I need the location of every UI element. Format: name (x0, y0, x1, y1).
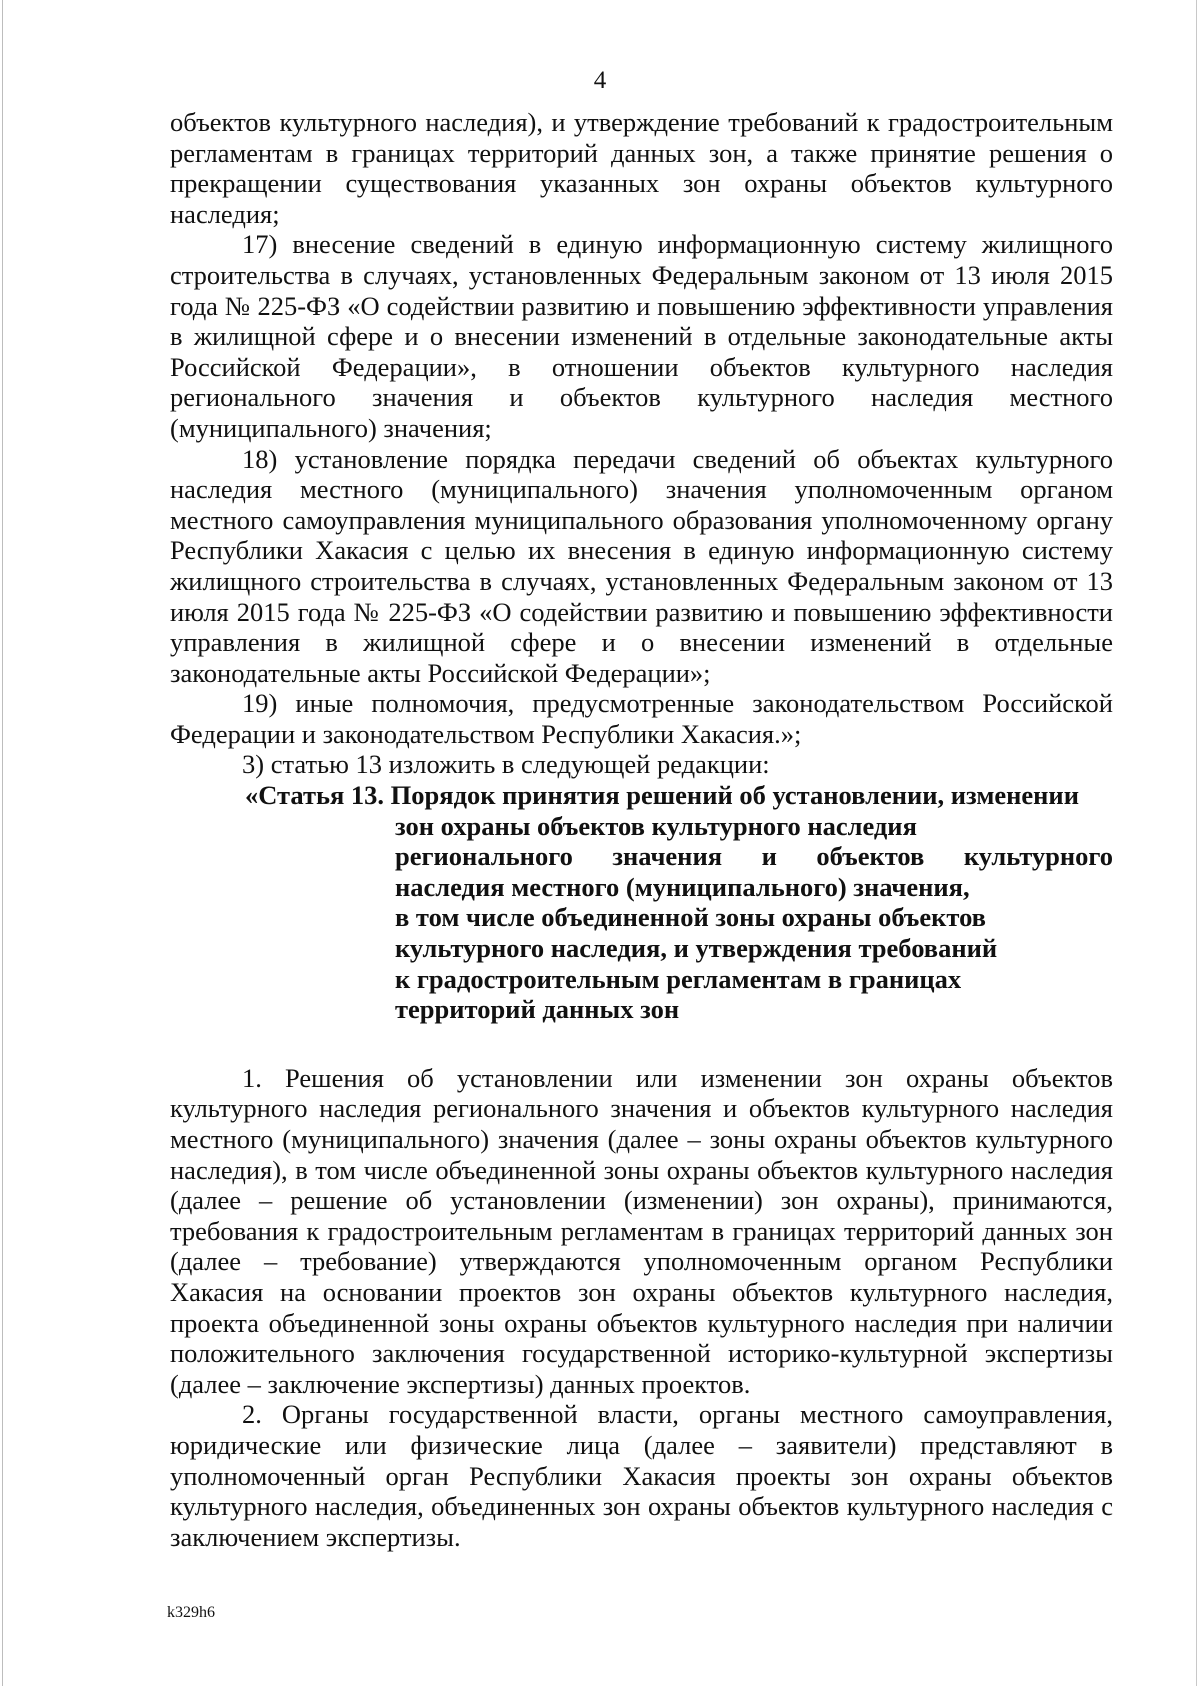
article-13-clause-1: 1. Решения об установлении или изменении зон охраны объектов культурного наследия регионального значения и объектов культурного наследия местного (муниципального) значения (далее – зоны охраны объектов культурного наследия), в том числе объединенной зоны охраны объектов культурного наследия (далее – решение об установлении (изменении) зон охраны), принимаются, требования к градостроительным регламентам в границах территорий данных зон (далее – требование) утверждаются уполномоченным органом Республики Хакасия на основании проектов зон охраны объектов культурного наследия, проекта объединенной зоны охраны объектов культурного наследия при наличии положительного заключения государственной историко-культурной экспертизы (далее – заключение экспертизы) данных проектов. (170, 1062, 1113, 1399)
article-13-heading-line-5: в том числе объединенной зоны охраны объектов (395, 902, 986, 933)
article-13-heading-line-1: «Статья 13. Порядок принятия решений об установлении, изменении (245, 780, 1079, 811)
scan-edge-right (1196, 0, 1197, 1686)
scan-edge-left (2, 0, 3, 1686)
article-13-clause-2: 2. Органы государственной власти, органы местного самоуправления, юридические или физические лица (далее – заявители) представляют в уполномоченный орган Республики Хакасия проекты зон охраны объектов культурного наследия, объединенных зон охраны объектов культурного наследия с заключением экспертизы. (170, 1399, 1113, 1552)
article-13-heading-line-7: к градостроительным регламентам в границах (395, 963, 962, 994)
paragraph-item-18: 18) установление порядка передачи сведений об объектах культурного наследия местного (муниципального) значения уполномоченным органом местного самоуправления муниципального образования уполномоченному органу Республики Хакасия с целью их внесения в единую информационную систему жилищного строительства в случаях, установленных Федеральным законом от 13 июля 2015 года № 225-ФЗ «О содействии развитию и повышению эффективности управления в жилищной сфере и о внесении изменений в отдельные законодательные акты Российской Федерации»; (170, 443, 1113, 688)
document-body (170, 107, 1113, 1552)
paragraph-item-19: 19) иные полномочия, предусмотренные законодательством Российской Федерации и законодательством Республики Хакасия.»; (170, 688, 1113, 749)
article-13-heading-line-4: наследия местного (муниципального) значения, (395, 871, 970, 902)
article-13-heading-line-8: территорий данных зон (395, 994, 680, 1025)
page-number: 4 (593, 67, 607, 94)
article-13-heading-line-6: культурного наследия, и утверждения требований (395, 933, 998, 964)
article-13-heading-line-2: зон охраны объектов культурного наследия (395, 810, 917, 841)
paragraph-item-17: 17) внесение сведений в единую информационную систему жилищного строительства в случаях, установленных Федеральным законом от 13 июля 2015 года № 225-ФЗ «О содействии развитию и повышению эффективности управления в жилищной сфере и о внесении изменений в отдельные законодательные акты Российской Федерации», в отношении объектов культурного наследия регионального значения и объектов культурного наследия местного (муниципального) значения; (170, 229, 1113, 443)
heading-spacer (170, 1025, 1113, 1063)
article-13-heading (170, 780, 1113, 1025)
article-13-heading-line-3: регионального значения и объектов культурного (395, 841, 1113, 872)
document-code: k329h6 (167, 1604, 215, 1621)
paragraph-continuation: объектов культурного наследия), и утверждение требований к градостроительным регламентам в границах территорий данных зон, а также принятие решения о прекращении существования указанных зон охраны объектов культурного наследия; (170, 107, 1113, 229)
article-13-heading-continuation (245, 811, 1113, 1025)
paragraph-amendment-3: 3) статью 13 изложить в следующей редакции: (242, 749, 770, 780)
